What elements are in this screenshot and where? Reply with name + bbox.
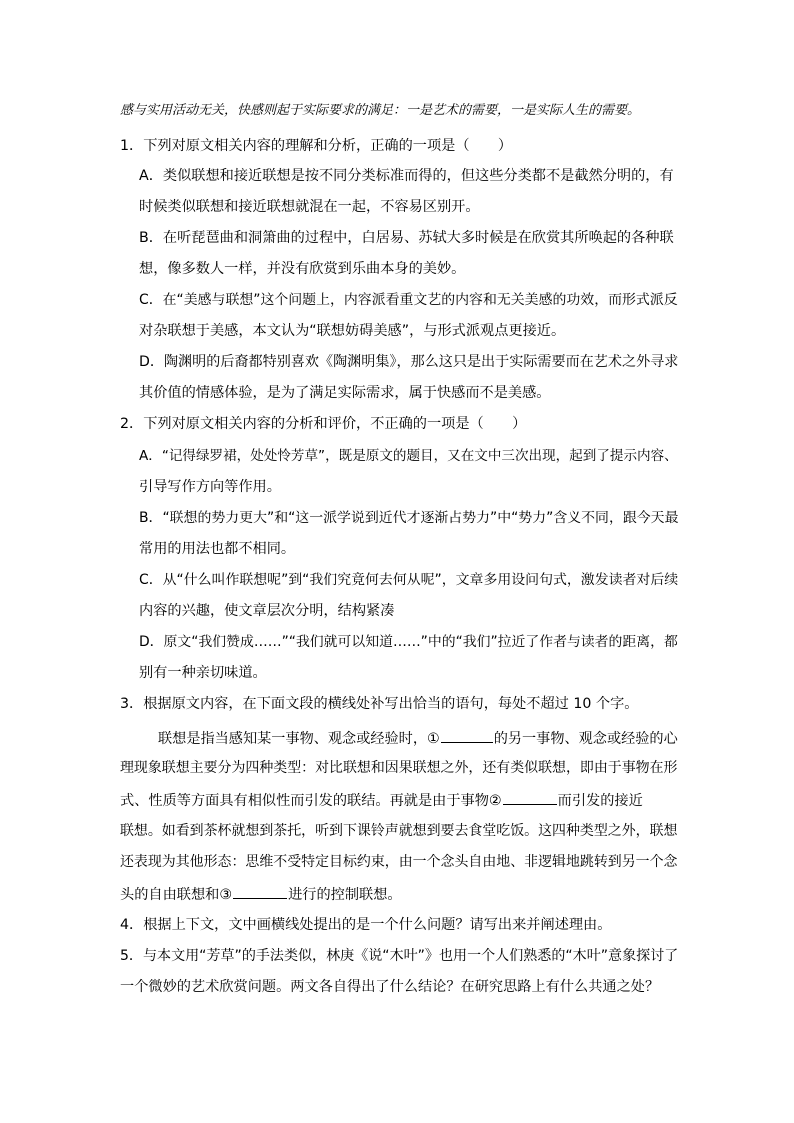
q3-passage-line4: 联想。如看到茶杯就想到茶托，听到下课铃声就想到要去食堂吃饭。这四种类型之外，联想 xyxy=(120,823,678,839)
q2-stem: 2．下列对原文相关内容的分析和评价，不正确的一项是（ ） xyxy=(120,416,527,432)
q2-option-a-line1: A．“记得绿罗裙，处处怜芳草”，既是原文的题目，又在文中三次出现，起到了提示内容、 xyxy=(139,448,678,464)
q5-stem-line2: 一个微妙的艺术欣赏问题。两文各自得出了什么结论？在研究思路上有什么共通之处？ xyxy=(120,979,660,995)
blank-marker-2: ② xyxy=(488,793,502,809)
q1-option-d-line2: 其价值的情感体验，是为了满足实际需求，属于快感而不是美感。 xyxy=(139,385,551,401)
q1-option-b-line2: 想，像多数人一样，并没有欣赏到乐曲本身的美妙。 xyxy=(139,261,466,277)
q3-passage-text: 的另一事物、观念或经验的心 xyxy=(493,731,678,747)
q1-option-c-line2: 对杂联想于美感，本文认为“联想妨碍美感”，与形式派观点更接近。 xyxy=(139,323,566,339)
q2-option-b-line1: B．“联想的势力更大”和“这一派学说到近代才逐渐占势力”中“势力”含义不同，跟今天最 xyxy=(139,510,679,526)
q3-passage-line3 xyxy=(120,789,643,811)
q2-option-d-line1: D．原文“我们赞成……”“我们就可以知道……”中的“我们”拉近了作者与读者的距离，都 xyxy=(139,634,678,650)
q2-option-a-line2: 引导写作方向等作用。 xyxy=(139,479,281,495)
q2-option-d-line2: 别有一种亲切味道。 xyxy=(139,665,267,681)
q3-passage-text: 进行的控制联想。 xyxy=(288,887,402,903)
q3-passage-line5: 还表现为其他形态：思维不受特定目标约束，由一个念头自由地、非逻辑地跳转到另一个念 xyxy=(120,854,678,870)
q1-option-a-line1: A．类似联想和接近联想是按不同分类标准而得的，但这些分类都不是截然分明的，有 xyxy=(139,168,674,184)
q5-stem-line1: 5．与本文用“芳草”的手法类似，林庚《说“木叶”》也用一个人们熟悉的“木叶”意象探讨了 xyxy=(120,948,679,964)
q2-option-b-line2: 常用的用法也都不相同。 xyxy=(139,541,296,557)
q2-option-c-line2: 内容的兴趣，使文章层次分明，结构紧凑 xyxy=(139,603,395,619)
fill-blank-3[interactable] xyxy=(233,883,287,899)
q1-option-d-line1: D．陶渊明的后裔都特别喜欢《陶渊明集》，那么这只是出于实际需要而在艺术之外寻求 xyxy=(139,354,679,370)
q3-passage-text: 式、性质等方面具有相似性而引发的联结。再就是由于事物 xyxy=(120,793,489,809)
q1-option-b-line1: B．在听琵琶曲和洞箫曲的过程中，白居易、苏轼大多时候是在欣赏其所唤起的各种联 xyxy=(139,230,674,246)
q4-stem: 4．根据上下文，文中画横线处提出的是一个什么问题？请写出来并阐述理由。 xyxy=(120,917,612,933)
fill-blank-1[interactable] xyxy=(441,727,493,743)
blank-marker-3: ③ xyxy=(219,887,233,903)
q3-passage-line2: 理现象联想主要分为四种类型：对比联想和因果联想之外，还有类似联想，即由于事物在形 xyxy=(120,760,678,776)
fill-blank-2[interactable] xyxy=(503,789,557,805)
q1-option-a-line2: 时候类似联想和接近联想就混在一起，不容易区别开。 xyxy=(139,199,480,215)
q2-option-c-line1: C．从“什么叫作联想呢”到“我们究竟何去何从呢”，文章多用设问句式，激发读者对后续 xyxy=(139,572,679,588)
intro-line: 感与实用活动无关，快感则起于实际要求的满足：一是艺术的需要，一是实际人生的需要。 xyxy=(120,103,641,118)
q3-passage-text: 头的自由联想和 xyxy=(120,887,220,903)
q3-passage-line6 xyxy=(120,883,402,905)
blank-marker-1: ① xyxy=(426,731,440,747)
q1-option-c-line1: C．在“美感与联想”这个问题上，内容派看重文艺的内容和无关美感的功效，而形式派反 xyxy=(139,292,678,308)
q3-passage-text: 而引发的接近 xyxy=(557,793,643,809)
q3-passage-line1 xyxy=(158,727,678,749)
q1-stem: 1．下列对原文相关内容的理解和分析，正确的一项是（ ） xyxy=(120,138,513,154)
q3-stem: 3．根据原文内容，在下面文段的横线处补写出恰当的语句，每处不超过 10 个字。 xyxy=(120,696,639,712)
q3-passage-text: 联想是指当感知某一事物、观念或经验时， xyxy=(158,731,427,747)
